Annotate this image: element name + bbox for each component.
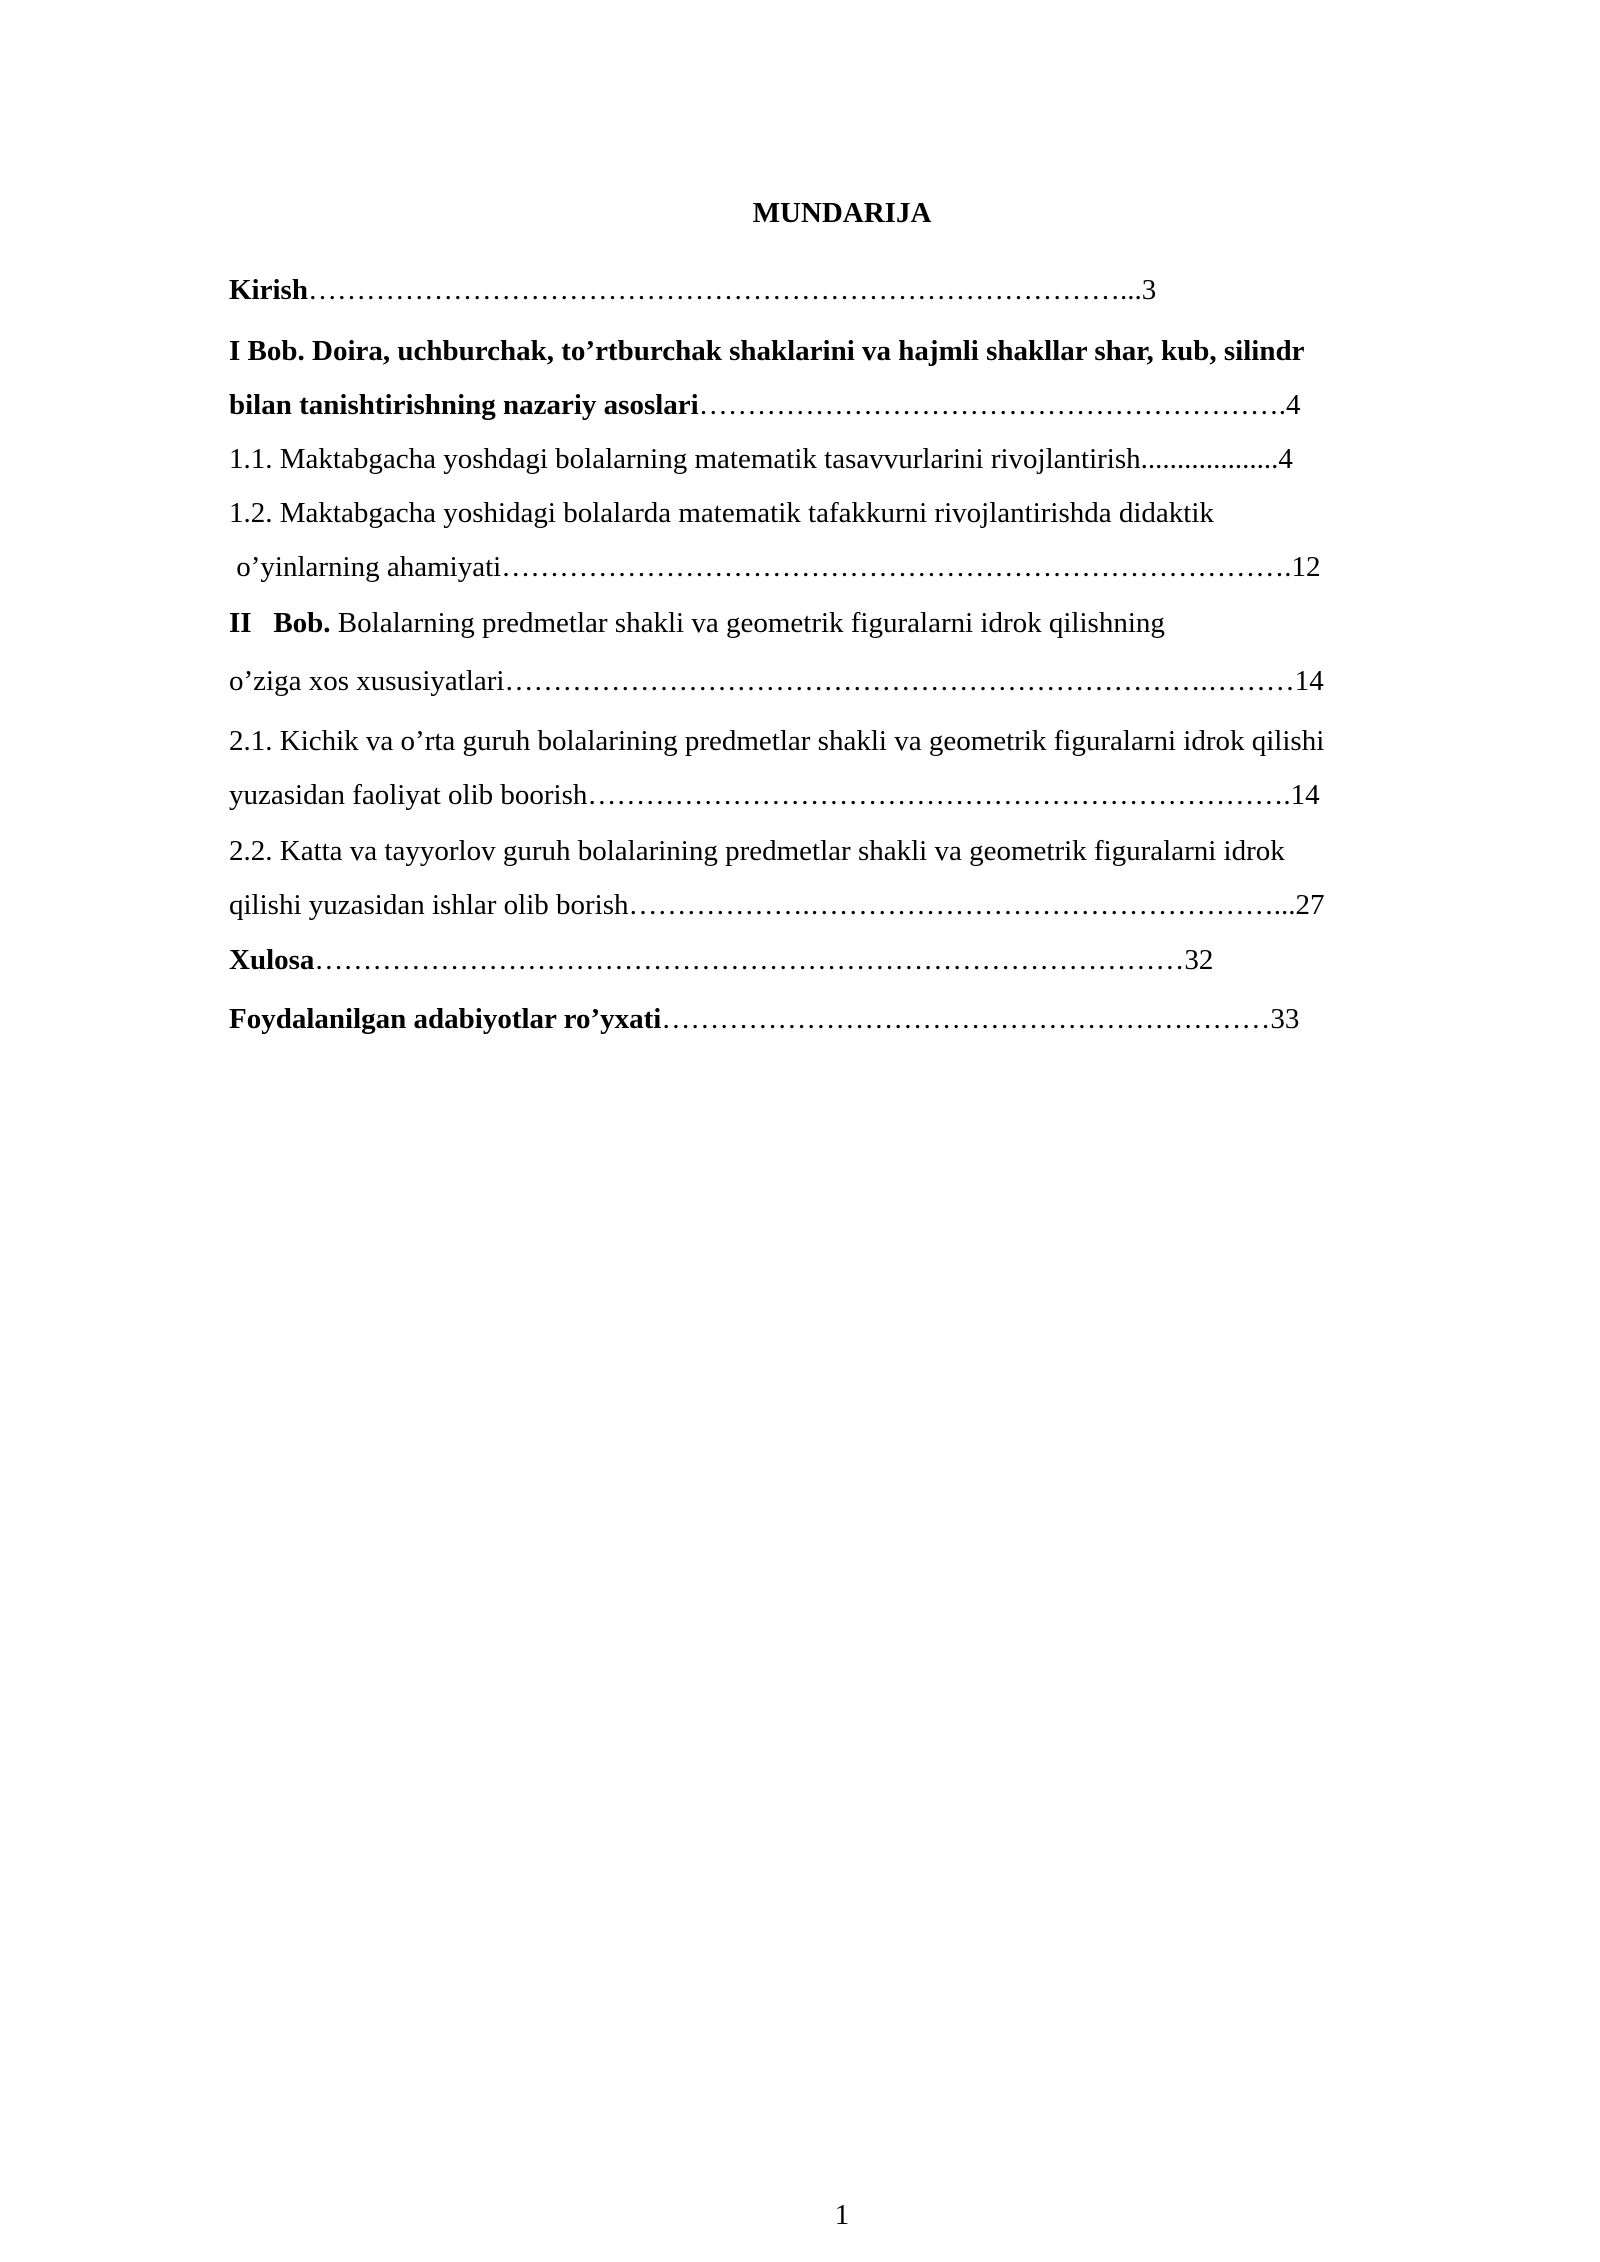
chapter-title-cont: o’ziga xos xususiyatlari (229, 665, 505, 697)
section-title-cont: o’yinlarning ahamiyati (229, 551, 502, 583)
toc-page-number: 4 (1286, 389, 1301, 421)
toc-entry-label: Foydalanilgan adabiyotlar ro’yxati (229, 1003, 662, 1035)
toc-leader: ……………………………………………………………………………… (314, 944, 1185, 976)
toc-entry-kirish (229, 271, 1156, 309)
section-title: 1.2. Maktabgacha yoshidagi bolalarda matematik tafakkurni rivojlantirishda didaktik (229, 497, 1214, 529)
toc-entry-chapter-1-cont (229, 386, 1301, 424)
toc-entry-label: Xulosa (229, 944, 315, 976)
chapter-prefix: II Bob. (229, 607, 331, 639)
toc-page-number: 33 (1270, 1003, 1300, 1035)
toc-entry-chapter-2 (229, 604, 1165, 642)
toc-entry-adabiyotlar (229, 1000, 1299, 1038)
toc-entry-section-1-1 (229, 440, 1293, 478)
toc-leader: ……………………………………………………. (698, 389, 1286, 421)
section-title: 1.1. Maktabgacha yoshdagi bolalarning matematik tasavvurlarini rivojlantirish................... (229, 443, 1279, 475)
chapter-title: Doira, uchburchak, to’rtburchak shaklarini va hajmli shakllar shar, kub, silindr (304, 335, 1305, 367)
toc-page-number: 14 (1290, 779, 1320, 811)
toc-entry-section-2-1 (229, 722, 1324, 760)
section-title: 2.2. Katta va tayyorlov guruh bolalarining predmetlar shakli va geometrik figuralarni idrok (229, 835, 1285, 867)
toc-entry-section-1-2-cont (229, 548, 1320, 586)
section-title: 2.1. Kichik va o’rta guruh bolalarining predmetlar shakli va geometrik figuralarni idrok qilishi (229, 725, 1325, 757)
chapter-title-cont: bilan tanishtirishning nazariy asoslari (229, 389, 699, 421)
toc-page-number: 3 (1141, 274, 1157, 306)
toc-entry-section-2-2 (229, 832, 1285, 870)
chapter-prefix: I Bob. (229, 335, 305, 367)
toc-leader: …………………………………………………………………………... (307, 274, 1142, 306)
toc-page-number: 4 (1278, 443, 1293, 475)
toc-entry-section-1-2 (229, 494, 1214, 532)
toc-entry-xulosa (229, 941, 1213, 979)
toc-leader: ………………………………………………………………………. (501, 551, 1292, 583)
toc-leader: ……………….…………………………………………... (628, 889, 1296, 921)
toc-leader: ……………………………………………………………….……… (504, 665, 1295, 697)
toc-entry-section-2-2-cont (229, 886, 1325, 924)
page-number: 1 (834, 2199, 850, 2231)
toc-entry-section-2-1-cont (229, 776, 1320, 814)
section-title-cont: qilishi yuzasidan ishlar olib borish (229, 889, 629, 921)
toc-page-number: 12 (1291, 551, 1321, 583)
page-title: MUNDARIJA (752, 197, 932, 229)
toc-entry-chapter-1 (229, 332, 1304, 370)
toc-leader: ………………………………………………………………. (587, 779, 1291, 811)
toc-page-number: 14 (1294, 665, 1324, 697)
toc-entry-label: Kirish (229, 274, 308, 306)
toc-leader: ……………………………………………………… (661, 1003, 1271, 1035)
toc-entry-chapter-2-cont (229, 662, 1324, 700)
toc-page-number: 27 (1295, 889, 1325, 921)
toc-page-number: 32 (1184, 944, 1214, 976)
section-title-cont: yuzasidan faoliyat olib boorish (229, 779, 588, 811)
chapter-title: Bolalarning predmetlar shakli va geometrik figuralarni idrok qilishning (330, 607, 1165, 639)
